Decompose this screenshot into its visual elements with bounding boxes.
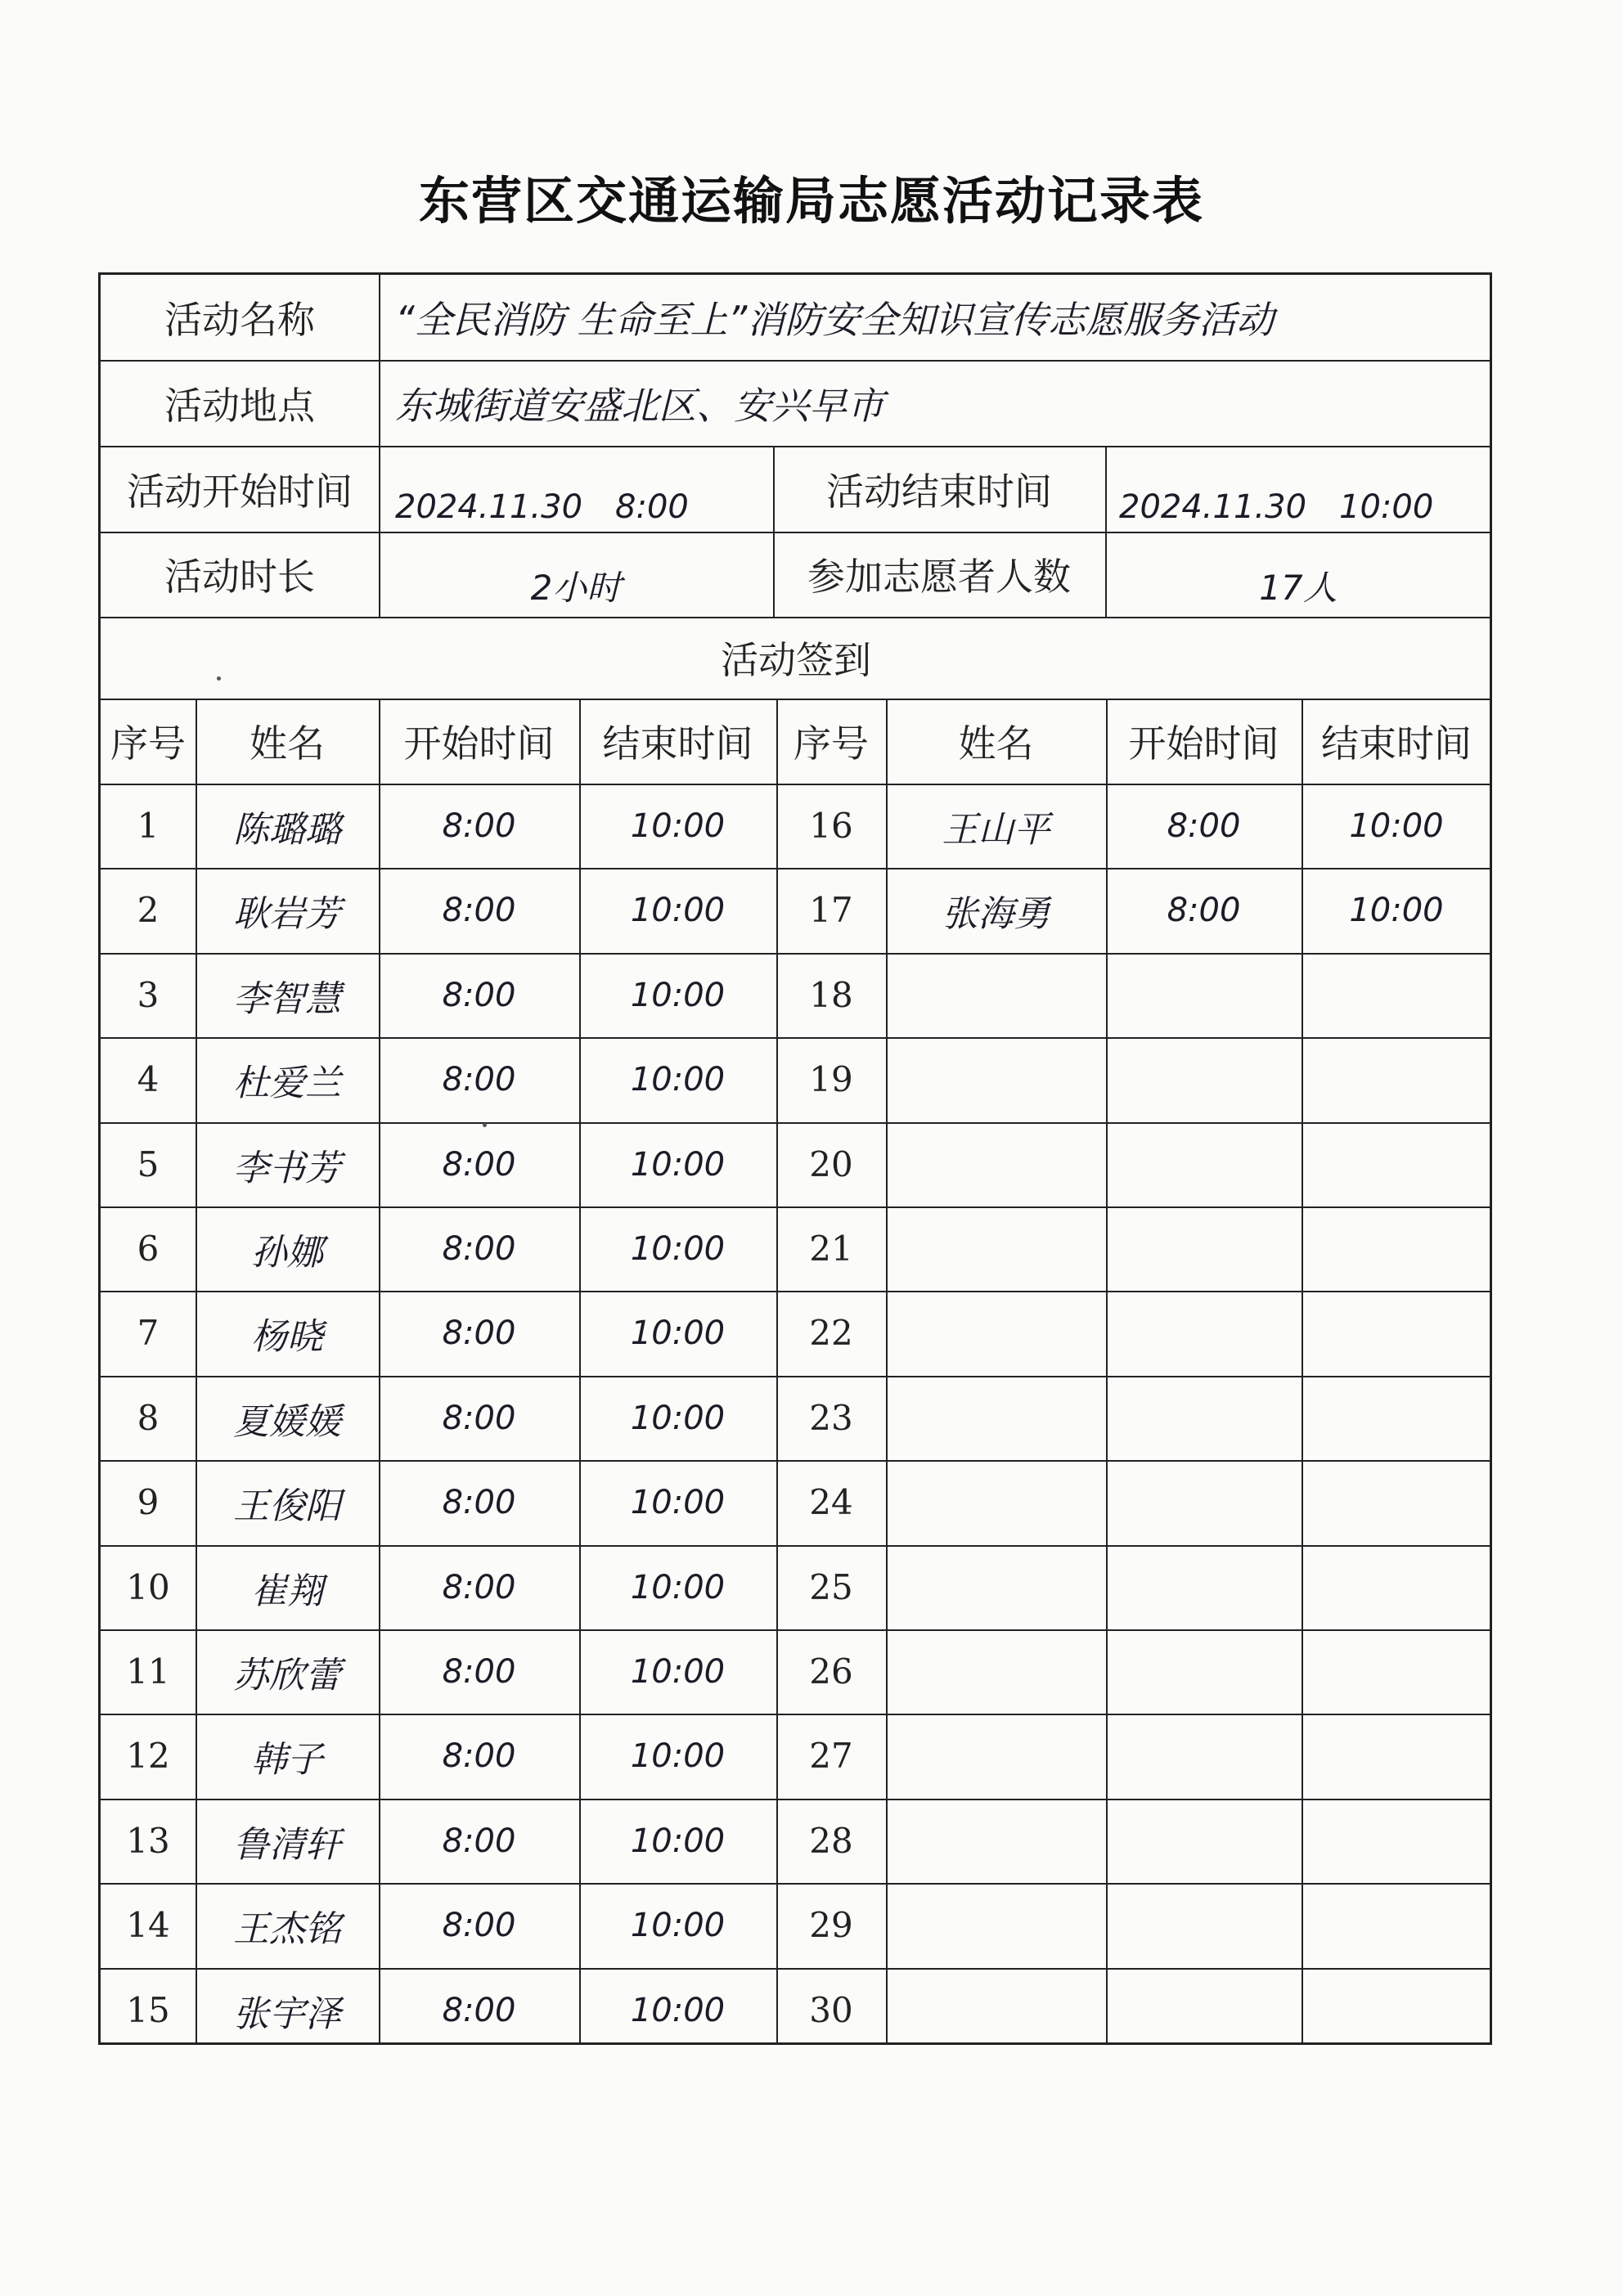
header-start: 开始时间 — [1128, 721, 1279, 766]
right-row-seq-cell: 27 — [809, 1736, 853, 1776]
right-row-end-cell — [1302, 1291, 1491, 1375]
left-row-end-cell: 10:00 — [630, 1737, 726, 1775]
left-row-start-cell: 8:00 — [442, 1822, 516, 1860]
left-row-start-cell: 8:00 — [442, 891, 516, 929]
right-row-seq-cell: 28 — [809, 1821, 853, 1861]
right-row-seq-cell: 18 — [809, 975, 853, 1015]
left-row-end-cell: 10:00 — [630, 1229, 726, 1268]
right-row-end-cell — [1302, 1122, 1491, 1206]
left-row-seq-cell: 11 — [126, 1651, 170, 1692]
left-row-seq-cell: 15 — [126, 1990, 170, 2030]
left-row-seq-cell: 1 — [137, 806, 160, 846]
header-end: 结束时间 — [602, 721, 753, 766]
left-row-end-cell: 10:00 — [630, 1652, 726, 1691]
right-row-start-cell — [1106, 1122, 1302, 1206]
right-row-seq-cell: 23 — [809, 1398, 853, 1438]
left-row-end-cell: 10:00 — [630, 891, 726, 929]
left-row-start-cell: 8:00 — [442, 1145, 516, 1184]
left-row-end-cell: 10:00 — [630, 976, 726, 1014]
right-row-seq-cell: 26 — [809, 1651, 853, 1692]
left-row-name-cell: 王俊阳 — [233, 1485, 341, 1527]
left-row-start-cell: 8:00 — [442, 1568, 516, 1606]
right-row-end-cell: 10:00 — [1349, 807, 1444, 845]
left-row-seq-cell: 7 — [137, 1313, 160, 1353]
left-row-name-cell: 李书芳 — [233, 1147, 341, 1189]
left-row-name-cell: 孙娜 — [251, 1231, 323, 1274]
right-row-seq-cell: 16 — [809, 806, 853, 846]
left-row-seq-cell: 6 — [137, 1229, 160, 1269]
right-row-start-cell — [1106, 1376, 1302, 1460]
right-row-end-cell — [1302, 1799, 1491, 1883]
left-row-name-cell: 王杰铭 — [233, 1907, 341, 1950]
right-row-end-cell — [1302, 1883, 1491, 1967]
right-row-seq-cell: 20 — [809, 1144, 853, 1184]
left-row-name-cell: 陈璐璐 — [233, 808, 341, 851]
left-row-start-cell: 8:00 — [442, 976, 516, 1014]
left-row-start-cell: 8:00 — [442, 1229, 516, 1268]
right-row-end-cell: 10:00 — [1349, 891, 1444, 929]
right-row-end-cell — [1302, 1714, 1491, 1798]
left-row-seq-cell: 4 — [137, 1059, 160, 1099]
right-row-end-cell — [1302, 1460, 1491, 1544]
right-row-name-cell — [886, 1799, 1106, 1883]
right-row-name-cell — [886, 1629, 1106, 1714]
left-row-end-cell: 10:00 — [630, 1568, 726, 1606]
left-row-name-cell: 夏媛媛 — [233, 1400, 341, 1443]
right-row-start-cell — [1106, 1206, 1302, 1291]
right-row-start-cell — [1106, 1291, 1302, 1375]
right-row-start-cell — [1106, 953, 1302, 1037]
header-seq: 序号 — [110, 721, 186, 766]
left-row-name-cell: 苏欣蕾 — [233, 1654, 341, 1696]
right-row-start-cell — [1106, 1883, 1302, 1967]
right-row-start-cell — [1106, 1545, 1302, 1629]
right-row-seq-cell: 21 — [809, 1229, 853, 1269]
right-row-start-cell — [1106, 1037, 1302, 1121]
right-row-name-cell — [886, 1968, 1106, 2052]
left-row-start-cell: 8:00 — [442, 1314, 516, 1352]
left-row-end-cell: 10:00 — [630, 1145, 726, 1184]
activity-name-label: 活动名称 — [164, 298, 315, 342]
left-row-name-cell: 杜爱兰 — [233, 1062, 341, 1104]
record-form — [98, 272, 1492, 2045]
right-row-end-cell — [1302, 1206, 1491, 1291]
right-row-seq-cell: 30 — [809, 1990, 853, 2030]
left-row-seq-cell: 10 — [126, 1567, 170, 1607]
duration-label: 活动时长 — [164, 555, 315, 599]
activity-location-label: 活动地点 — [164, 383, 315, 428]
right-row-seq-cell: 24 — [809, 1482, 853, 1522]
left-row-seq-cell: 3 — [137, 975, 160, 1015]
right-row-seq-cell: 17 — [809, 890, 853, 930]
right-row-name-cell — [886, 1883, 1106, 1967]
left-row-seq-cell: 14 — [126, 1905, 170, 1945]
header-end: 结束时间 — [1321, 721, 1472, 766]
right-row-name-cell — [886, 1545, 1106, 1629]
header-start: 开始时间 — [403, 721, 555, 766]
end-time-label: 活动结束时间 — [826, 469, 1052, 514]
right-row-name-cell — [886, 1291, 1106, 1375]
left-row-name-cell: 张宇泽 — [233, 1993, 341, 2035]
left-row-end-cell: 10:00 — [630, 1399, 726, 1437]
right-row-name-cell — [886, 1460, 1106, 1544]
right-row-seq-cell: 19 — [809, 1059, 853, 1099]
left-row-seq-cell: 5 — [137, 1144, 160, 1184]
header-name: 姓名 — [250, 721, 325, 766]
left-row-seq-cell: 2 — [137, 890, 160, 930]
left-row-start-cell: 8:00 — [442, 1737, 516, 1775]
right-row-name-cell — [886, 1714, 1106, 1798]
right-row-start-cell — [1106, 1714, 1302, 1798]
right-row-start-cell — [1106, 1629, 1302, 1714]
left-row-end-cell: 10:00 — [630, 1906, 726, 1944]
activity-location-value: 东城街道安盛北区、安兴早市 — [395, 383, 884, 428]
right-row-name-cell — [886, 1122, 1106, 1206]
right-row-seq-cell: 25 — [809, 1567, 853, 1607]
right-row-start-cell — [1106, 1968, 1302, 2052]
left-row-seq-cell: 12 — [126, 1736, 170, 1776]
header-name: 姓名 — [958, 721, 1034, 766]
right-row-start-cell — [1106, 1460, 1302, 1544]
left-row-start-cell: 8:00 — [442, 1991, 516, 2029]
header-seq: 序号 — [794, 721, 869, 766]
left-row-name-cell: 鲁清轩 — [233, 1823, 341, 1866]
right-row-name-cell — [886, 1376, 1106, 1460]
duration-value: 2小时 — [530, 568, 622, 608]
start-time-value: 2024.11.30 8:00 — [395, 488, 689, 526]
left-row-end-cell: 10:00 — [630, 807, 726, 845]
left-row-name-cell: 韩子 — [251, 1738, 323, 1781]
left-row-start-cell: 8:00 — [442, 1399, 516, 1437]
activity-name-value: “全民消防 生命至上”消防安全知识宣传志愿服务活动 — [395, 298, 1275, 342]
right-row-end-cell — [1302, 1376, 1491, 1460]
left-row-name-cell: 崔翔 — [251, 1570, 323, 1612]
start-time-label: 活动开始时间 — [127, 469, 353, 514]
right-row-name-cell — [886, 1206, 1106, 1291]
speck — [483, 1123, 487, 1127]
signin-title: 活动签到 — [721, 638, 871, 682]
left-row-end-cell: 10:00 — [630, 1991, 726, 2029]
right-row-name-cell: 王山平 — [942, 808, 1050, 851]
left-row-start-cell: 8:00 — [442, 1483, 516, 1521]
volunteer-count-value: 17人 — [1259, 568, 1338, 608]
right-row-start-cell: 8:00 — [1167, 891, 1241, 929]
right-row-seq-cell: 29 — [809, 1905, 853, 1945]
right-row-seq-cell: 22 — [809, 1313, 853, 1353]
left-row-name-cell: 耿岩芳 — [233, 892, 341, 935]
left-row-seq-cell: 8 — [137, 1398, 160, 1438]
volunteer-count-label: 参加志愿者人数 — [807, 555, 1071, 599]
right-row-start-cell: 8:00 — [1167, 807, 1241, 845]
right-row-start-cell — [1106, 1799, 1302, 1883]
right-row-name-cell: 张海勇 — [942, 892, 1050, 935]
left-row-start-cell: 8:00 — [442, 1060, 516, 1099]
speck — [217, 676, 221, 681]
right-row-end-cell — [1302, 1968, 1491, 2052]
left-row-name-cell: 杨晓 — [251, 1315, 323, 1358]
right-row-name-cell — [886, 1037, 1106, 1121]
right-row-end-cell — [1302, 1629, 1491, 1714]
right-row-end-cell — [1302, 1037, 1491, 1121]
left-row-end-cell: 10:00 — [630, 1060, 726, 1099]
end-time-value: 2024.11.30 10:00 — [1119, 488, 1434, 526]
right-row-name-cell — [886, 953, 1106, 1037]
page-title: 东营区交通运输局志愿活动记录表 — [418, 171, 1204, 231]
left-row-seq-cell: 9 — [137, 1482, 160, 1522]
left-row-start-cell: 8:00 — [442, 807, 516, 845]
left-row-end-cell: 10:00 — [630, 1483, 726, 1521]
right-row-end-cell — [1302, 953, 1491, 1037]
left-row-end-cell: 10:00 — [630, 1822, 726, 1860]
left-row-seq-cell: 13 — [126, 1821, 170, 1861]
right-row-end-cell — [1302, 1545, 1491, 1629]
left-row-name-cell: 李智慧 — [233, 977, 341, 1020]
left-row-start-cell: 8:00 — [442, 1652, 516, 1691]
left-row-start-cell: 8:00 — [442, 1906, 516, 1944]
left-row-end-cell: 10:00 — [630, 1314, 726, 1352]
